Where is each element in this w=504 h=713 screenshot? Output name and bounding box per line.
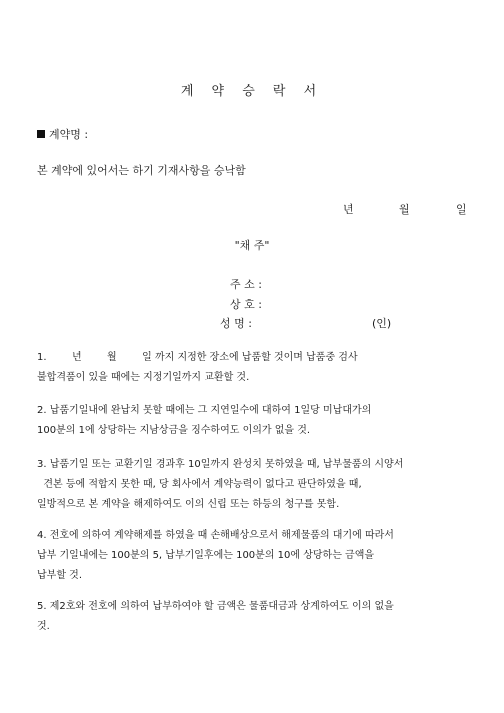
clause-line: 것. — [37, 621, 50, 632]
clause-line: 일방적으로 본 계약을 해제하여도 이의 신립 또는 하등의 청구를 못함. — [37, 499, 340, 510]
date-month: 월 — [399, 203, 410, 216]
date-day: 일 — [456, 203, 467, 216]
clause-line: 불합격품이 있을 때에는 지정기일까지 교환할 것. — [37, 372, 250, 383]
clause-1 — [37, 348, 358, 388]
name-field: 성 명 : — [220, 317, 252, 330]
clause-line: 2. 납품기일내에 완납치 못할 때에는 그 지연일수에 대하여 1일당 미납대가의 — [37, 405, 372, 416]
intro-text: 본 계약에 있어서는 하기 기재사항을 승낙함 — [37, 164, 246, 177]
square-bullet-icon — [37, 130, 45, 138]
company-field: 상 호 : — [230, 298, 262, 311]
date-year: 년 — [343, 203, 354, 216]
clause-line: 100분의 1에 상당하는 지남상금을 징수하여도 이의가 없을 것. — [37, 425, 311, 436]
clause-line: 5. 제2호와 전호에 의하여 납부하여야 할 금액은 물품대금과 상계하여도 이의 없을 — [37, 601, 394, 612]
clause-line: 3. 납품기일 또는 교환기일 경과후 10일까지 완성치 못하였을 때, 납부물품의 시양서 — [37, 459, 404, 470]
contract-name-line — [37, 126, 88, 142]
contract-name-label: 계약명 : — [49, 128, 89, 141]
seal-mark: (인) — [372, 317, 392, 330]
creditor-heading: "채 주" — [234, 239, 270, 252]
clause-line: 1. 년 월 일 까지 지정한 장소에 납품할 것이며 납품중 검사 — [37, 352, 358, 363]
clause-line: 납부 기일내에는 100분의 5, 납부기일후에는 100분의 10에 상당하는 금액을 — [37, 550, 375, 561]
document-title: 계 약 승 락 서 — [180, 84, 324, 99]
clause-5 — [37, 597, 394, 637]
clause-4 — [37, 526, 394, 586]
clause-3 — [37, 455, 403, 515]
address-field: 주 소 : — [230, 278, 262, 291]
clause-line: 4. 전호에 의하여 계약해제를 하였을 때 손해배상으로서 해제물품의 대기에 따라서 — [37, 530, 394, 541]
clause-line: 납부할 것. — [37, 570, 82, 581]
clause-2 — [37, 401, 371, 441]
clause-line: 견본 등에 적합지 못한 때, 당 회사에서 계약능력이 없다고 판단하였을 때, — [37, 479, 362, 490]
